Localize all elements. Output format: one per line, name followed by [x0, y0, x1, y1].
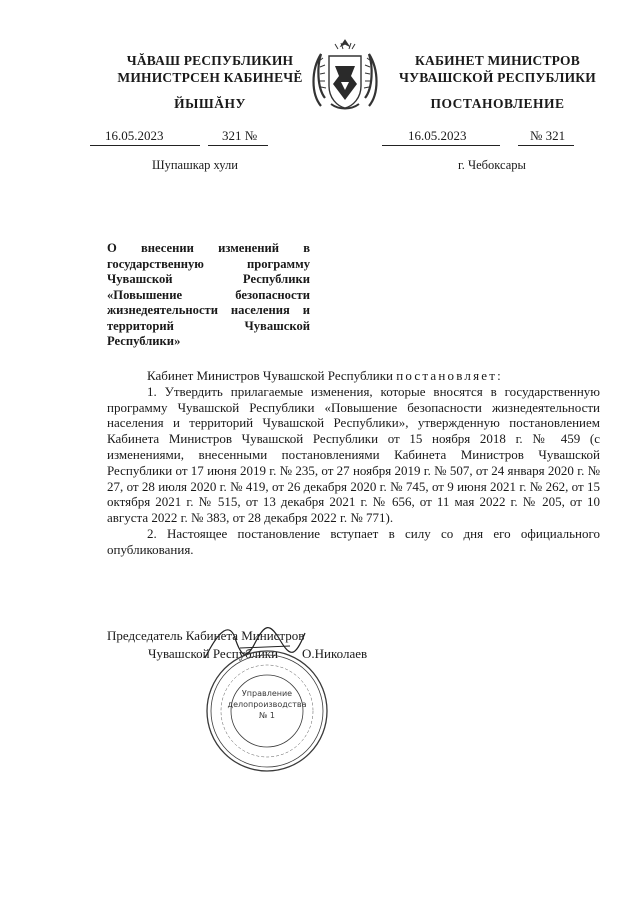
left-date: 16.05.2023	[105, 128, 164, 143]
right-date: 16.05.2023	[408, 128, 467, 143]
stamp-line3: № 1	[259, 711, 275, 720]
document-body	[107, 368, 600, 558]
right-number: № 321	[530, 128, 566, 143]
header-left-line2: МИНИСТРСЕН КАБИНЕЧĔ	[117, 70, 303, 85]
left-number-underline	[208, 145, 268, 146]
left-place: Шупашкар хули	[152, 158, 238, 172]
stamp-center-text	[204, 688, 330, 721]
header-right-block	[385, 52, 610, 86]
coat-of-arms-emblem	[305, 36, 385, 114]
signature-position-line2: Чувашской Республики	[148, 646, 279, 661]
header-left-title: ЙЫШĂНУ	[174, 96, 246, 111]
header-right-title: ПОСТАНОВЛЕНИЕ	[430, 96, 565, 111]
document-subject: О внесении изменений в государственную программу Чувашской Республики «Повышение безопасности жизнедеятельности населения и территорий Чувашской Республики»	[107, 241, 310, 348]
official-stamp	[204, 648, 330, 774]
intro-verb: постановляет:	[396, 368, 503, 383]
header-right-line1: КАБИНЕТ МИНИСТРОВ	[415, 53, 580, 68]
left-date-underline	[90, 145, 200, 146]
stamp-line1: Управление	[241, 689, 293, 698]
right-date-underline	[382, 145, 500, 146]
right-place: г. Чебоксары	[458, 158, 526, 172]
right-number-underline	[518, 145, 574, 146]
header-left-line1: ЧĂВАШ РЕСПУБЛИКИН	[126, 53, 294, 68]
intro-prefix: Кабинет Министров Чувашской Республики	[147, 368, 393, 383]
stamp-line2: делопроизводства	[227, 700, 307, 709]
signature-position-line1: Председатель Кабинета Министров	[107, 628, 305, 643]
body-item-1: 1. Утвердить прилагаемые изменения, которые вносятся в государственную программу Чувашской Республики «Повышение безопасности жизнедеятельности населения и территорий Чувашской Республики», утвержденную постановлением Кабинета Министров Чувашской Республики от 15 ноября 2018 г. № 459 (с изменениями, внесенными постановлениями Кабинета Министров Чувашской Республики от 17 июня 2019 г. № 235, от 27 ноября 2019 г. № 507, от 24 января 2020 г. № 27, от 28 июля 2020 г. № 419, от 26 декабря 2020 г. № 745, от 9 июня 2021 г. № 262, от 15 октября 2021 г. № 515, от 13 декабря 2021 г. № 656, от 11 мая 2022 г. № 205, от 10 августа 2022 г. № 383, от 28 декабря 2022 г. № 771).	[107, 383, 600, 526]
signature-name: О.Николаев	[302, 646, 368, 661]
header-right-line2: ЧУВАШСКОЙ РЕСПУБЛИКИ	[399, 70, 596, 85]
body-item-2: 2. Настоящее постановление вступает в силу со дня его официального опубликования.	[107, 525, 600, 557]
left-number: 321 №	[222, 128, 258, 143]
body-intro	[107, 368, 600, 384]
header-left-block	[95, 52, 325, 86]
